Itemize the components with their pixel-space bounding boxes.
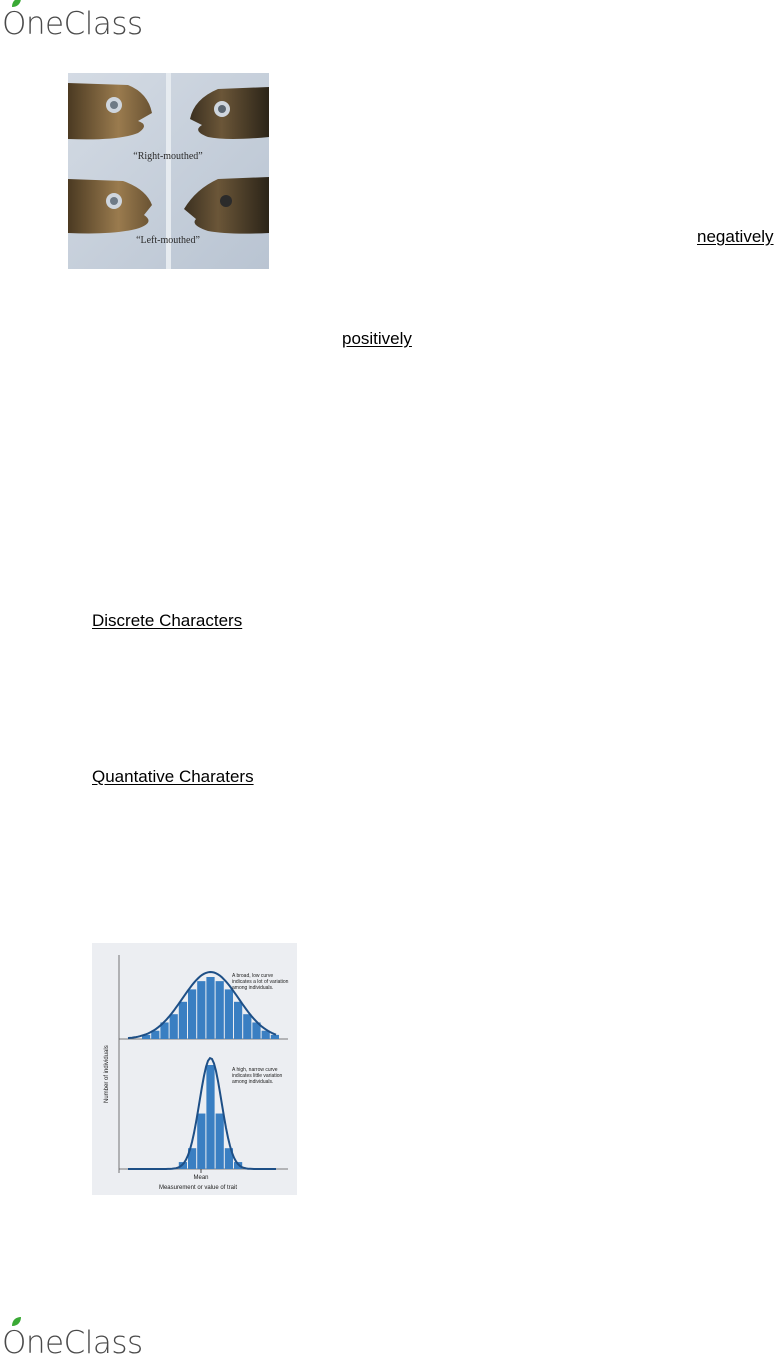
y-axis-label: Number of individuals (104, 1045, 110, 1103)
histogram-bar (197, 1114, 205, 1169)
oneclass-logo-top (2, 0, 143, 40)
histogram-bar (179, 1002, 187, 1039)
variation-distribution-figure (92, 943, 297, 1195)
heading-quantitative-characters: Quantative Charaters (92, 767, 254, 786)
histogram-bar (170, 1014, 178, 1039)
histogram-bar (197, 981, 205, 1039)
mean-label: Mean (193, 1175, 209, 1181)
histogram-bar (216, 981, 224, 1039)
oneclass-logo-bottom (2, 1319, 143, 1359)
histogram-bar (243, 1014, 251, 1039)
histogram-bar (206, 977, 214, 1039)
left-mouthed-label: “Left-mouthed” (136, 235, 200, 246)
x-axis-label: Measurement or value of trait (158, 1185, 238, 1191)
brand-name: OneClass (2, 6, 143, 42)
histogram-bar (271, 1035, 279, 1039)
histogram-bar (188, 989, 196, 1039)
leaf-icon (10, 1316, 22, 1328)
narrow-curve-annotation: A high, narrow curve indicates little variation among individuals. (232, 1067, 283, 1085)
brand-name: OneClass (2, 1325, 143, 1361)
heading-discrete-characters: Discrete Characters (92, 611, 243, 630)
histogram-bar (216, 1114, 224, 1169)
right-mouthed-label: “Right-mouthed” (133, 151, 203, 162)
leaf-icon (10, 0, 22, 9)
word-positively: positively (342, 329, 412, 348)
fish-mouth-photo (68, 73, 269, 269)
word-negatively: negatively (697, 227, 774, 246)
histogram-bar (206, 1065, 214, 1169)
broad-curve-annotation: A broad, low curve indicates a lot of variation among individuals. (232, 973, 289, 991)
